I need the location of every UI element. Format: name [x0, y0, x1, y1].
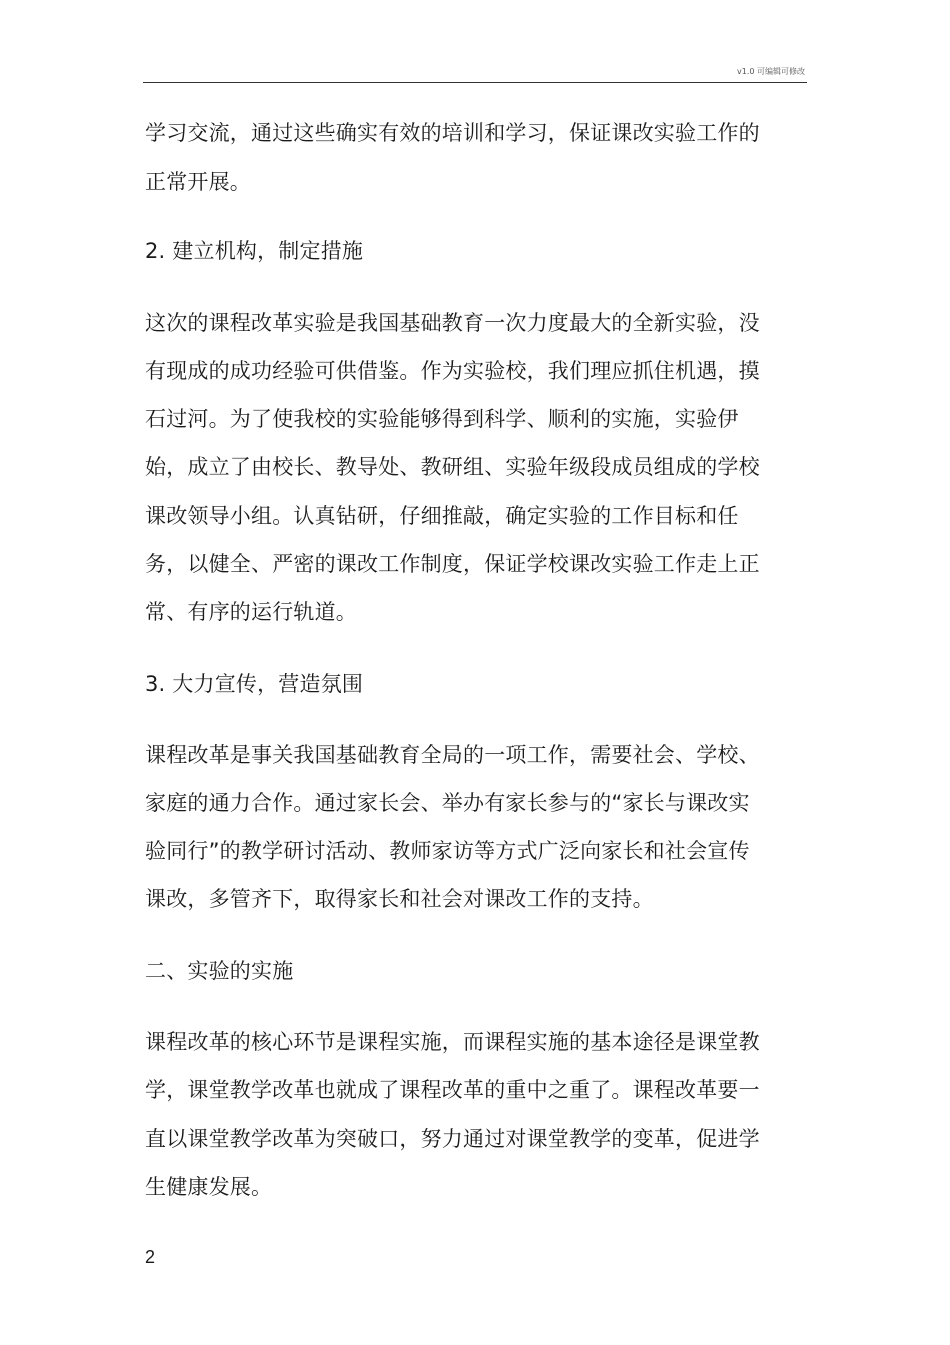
header-divider	[143, 82, 807, 83]
paragraph-line: 验同行”的教学研讨活动、教师家访等方式广泛向家长和社会宣传	[145, 839, 750, 863]
page-number: 2	[145, 1247, 156, 1267]
paragraph-line: 正常开展。	[145, 170, 251, 194]
paragraph-line: 石过河。为了使我校的实验能够得到科学、顺利的实施，实验伊	[145, 407, 739, 431]
paragraph-line: 家庭的通力合作。通过家长会、举办有家长参与的“家长与课改实	[145, 791, 750, 815]
paragraph-line: 课程改革是事关我国基础教育全局的一项工作，需要社会、学校、	[145, 743, 760, 767]
paragraph-line: 课改领导小组。认真钻研，仔细推敲，确定实验的工作目标和任	[145, 504, 739, 528]
paragraph-line: 学，课堂教学改革也就成了课程改革的重中之重了。课程改革要一	[145, 1078, 760, 1102]
paragraph-line: 生健康发展。	[145, 1175, 273, 1199]
paragraph-line: 始，成立了由校长、教导处、教研组、实验年级段成员组成的学校	[145, 455, 760, 479]
section-heading: 2. 建立机构，制定措施	[145, 239, 364, 263]
paragraph-line: 学习交流，通过这些确实有效的培训和学习，保证课改实验工作的	[145, 121, 760, 145]
version-note: v1.0 可编辑可修改	[737, 67, 805, 76]
paragraph-line: 有现成的成功经验可供借鉴。作为实验校，我们理应抓住机遇，摸	[145, 359, 760, 383]
paragraph-line: 课程改革的核心环节是课程实施，而课程实施的基本途径是课堂教	[145, 1030, 760, 1054]
paragraph-line: 这次的课程改革实验是我国基础教育一次力度最大的全新实验，没	[145, 311, 760, 335]
paragraph-line: 常、有序的运行轨道。	[145, 600, 357, 624]
section-heading: 3. 大力宣传，营造氛围	[145, 672, 364, 696]
paragraph-line: 务，以健全、严密的课改工作制度，保证学校课改实验工作走上正	[145, 552, 760, 576]
section-heading: 二、实验的实施	[145, 959, 294, 983]
paragraph-line: 直以课堂教学改革为突破口，努力通过对课堂教学的变革，促进学	[145, 1127, 760, 1151]
paragraph-line: 课改，多管齐下，取得家长和社会对课改工作的支持。	[145, 887, 654, 911]
